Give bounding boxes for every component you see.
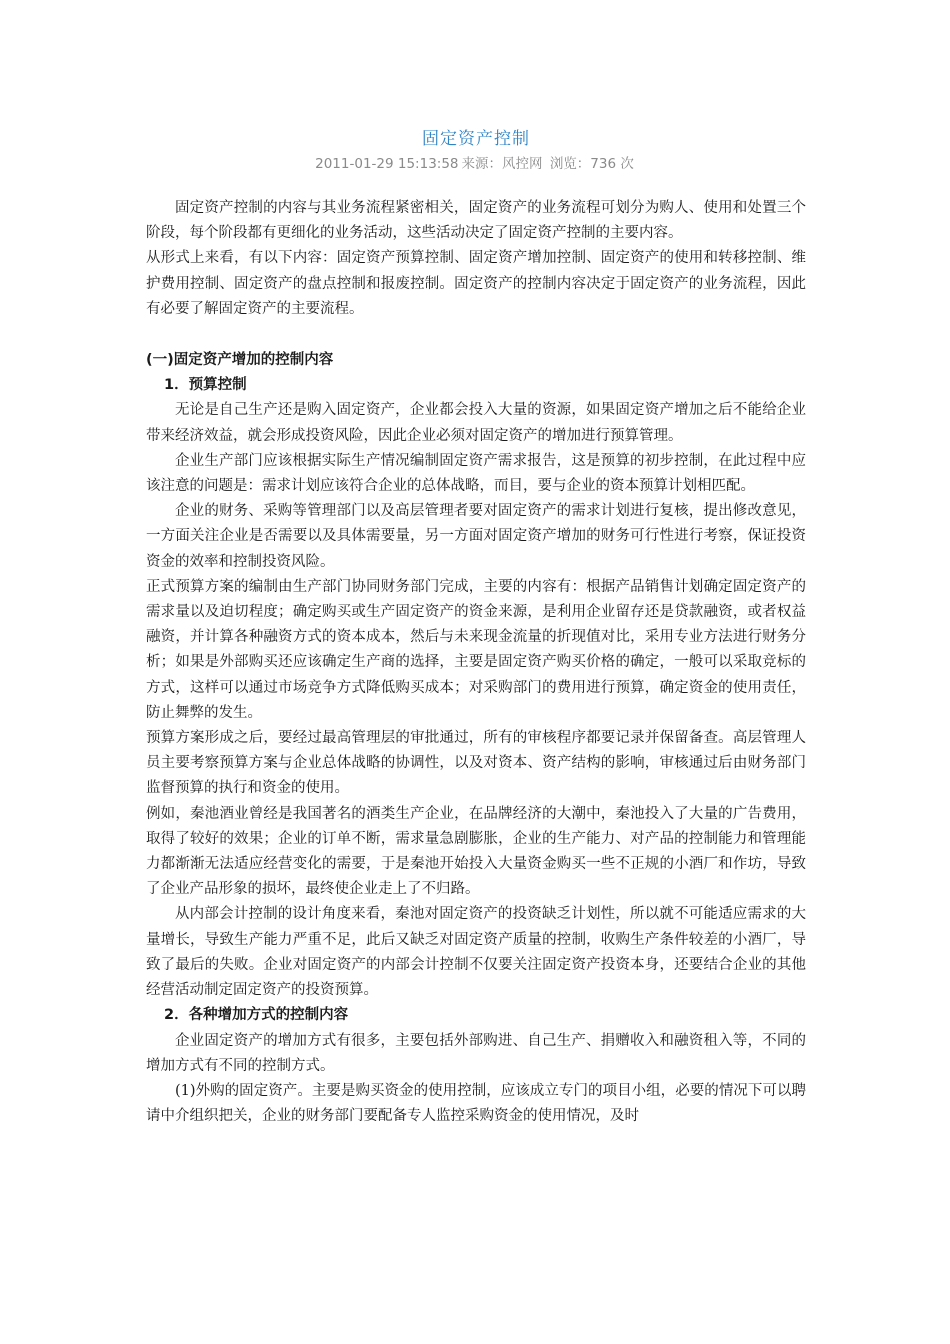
budget-paragraph-2: 企业生产部门应该根据实际生产情况编制固定资产需求报告，这是预算的初步控制，在此过程中应该注意的问题是：需求计划应该符合企业的总体战略，而目，要与企业的资本预算计划相匹配。 bbox=[146, 452, 806, 495]
publish-datetime: 2011-01-29 15:13:58 bbox=[315, 156, 459, 172]
intro-paragraph-1: 固定资产控制的内容与其业务流程紧密相关，固定资产的业务流程可划分为购人、使用和处置三个阶段，每个阶段都有更细化的业务活动，这些活动决定了固定资产控制的主要内容。 bbox=[146, 200, 806, 242]
article-meta bbox=[146, 152, 806, 172]
budget-paragraph-7: 从内部会计控制的设计角度来看，秦池对固定资产的投资缺乏计划性，所以就不可能适应需求的大量增长，导致生产能力严重不足，此后又缺乏对固定资产质量的控制，收购生产条件较差的小酒厂，导致了最后的失败。企业对固定资产的内部会计控制不仅要关注固定资产投资本身，还要结合企业的其他经营活动制定固定资产的投资预算。 bbox=[146, 906, 806, 999]
budget-paragraph-5: 预算方案形成之后，要经过最高管理层的审批通过，所有的审核程序都要记录并保留备查。高层管理人员主要考察预算方案与企业总体战略的协调性，以及对资本、资产结构的影响，审核通过后由财务部门监督预算的执行和资金的使用。 bbox=[146, 730, 806, 797]
budget-paragraph-3: 企业的财务、采购等管理部门以及高层管理者要对固定资产的需求计划进行复核，提出修改意见，一方面关注企业是否需要以及具体需要量，另一方面对固定资产增加的财务可行性进行考察，保证投资资金的效率和控制投资风险。 bbox=[146, 503, 806, 570]
article-title: 固定资产控制 bbox=[422, 129, 530, 149]
methods-paragraph-1: 企业固定资产的增加方式有很多，主要包括外部购进、自己生产、捐赠收入和融资租入等，不同的增加方式有不同的控制方式。 bbox=[146, 1032, 806, 1074]
intro-paragraph-2: 从形式上来看，有以下内容：固定资产预算控制、固定资产增加控制、固定资产的使用和转移控制、维护费用控制、固定资产的盘点控制和报废控制。固定资产的控制内容决定于固定资产的业务流程，因此有必要了解固定资产的主要流程。 bbox=[146, 250, 806, 317]
article-source: 来源：风控网 bbox=[461, 156, 543, 172]
paragraph-gap bbox=[146, 322, 806, 348]
methods-paragraph-2: (1)外购的固定资产。主要是购买资金的使用控制，应该成立专门的项目小组，必要的情况下可以聘请中介组织把关，企业的财务部门要配备专人监控采购资金的使用情况，及时 bbox=[146, 1082, 806, 1125]
budget-paragraph-1: 无论是自己生产还是购入固定资产，企业都会投入大量的资源，如果固定资产增加之后不能给企业带来经济效益，就会形成投资风险，因此企业必须对固定资产的增加进行预算管理。 bbox=[146, 402, 806, 444]
view-count: 浏览：736 次 bbox=[549, 156, 634, 172]
budget-paragraph-4: 正式预算方案的编制由生产部门协同财务部门完成，主要的内容有：根据产品销售计划确定固定资产的需求量以及迫切程度；确定购买或生产固定资产的资金来源，是利用企业留存还是贷款融资，或者权益融资，并计算各种融资方式的资本成本，然后与未来现金流量的折现值对比，采用专业方法进行财务分析；如果是外部购买还应该确定生产商的选择，主要是固定资产购买价格的确定，一般可以采取竞标的方式，这样可以通过市场竞争方式降低购买成本；对采购部门的费用进行预算，确定资金的使用责任，防止舞弊的发生。 bbox=[146, 578, 806, 721]
subsection-heading-increase-methods: 2．各种增加方式的控制内容 bbox=[164, 1007, 349, 1024]
section-heading-1: (一)固定资产增加的控制内容 bbox=[146, 352, 334, 369]
subsection-heading-budget: 1．预算控制 bbox=[164, 377, 247, 394]
article-body bbox=[146, 196, 806, 1129]
budget-paragraph-6: 例如，秦池酒业曾经是我国著名的酒类生产企业，在品牌经济的大潮中，秦池投入了大量的广告费用，取得了较好的效果；企业的订单不断，需求量急剧膨胀，企业的生产能力、对产品的控制能力和管理能力都渐渐无法适应经营变化的需要，于是秦池开始投入大量资金购买一些不正规的小酒厂和作坊，导致了企业产品形象的损坏，最终使企业走上了不归路。 bbox=[146, 805, 806, 898]
